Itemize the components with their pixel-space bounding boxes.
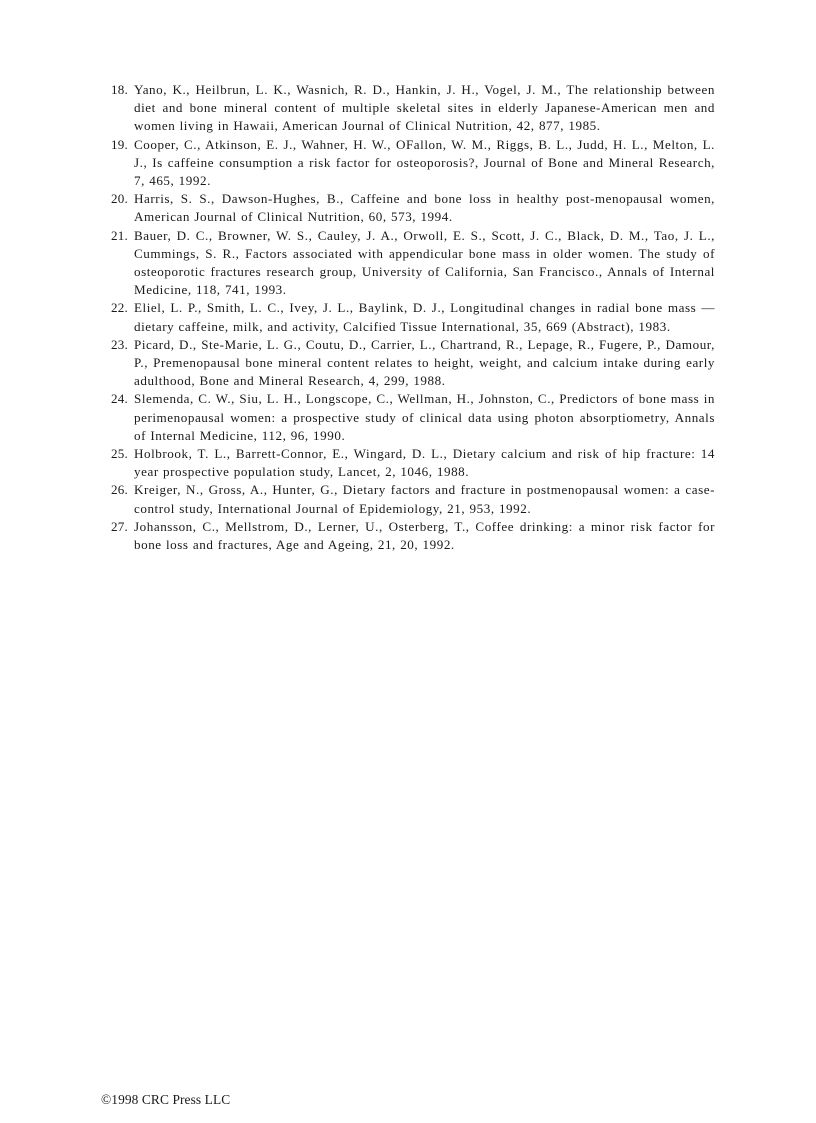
reference-item — [111, 481, 715, 517]
reference-number: 19. — [111, 136, 128, 152]
reference-text: Slemenda, C. W., Siu, L. H., Longscope, C., Wellman, H., Johnston, C., Predictors of bone mass in perimenopausal women: a prospective study of clinical data using photon absorptiometry, Annals of Internal Medicine, 112, 96, 1990. — [134, 391, 715, 443]
reference-item — [111, 299, 715, 335]
reference-text: Cooper, C., Atkinson, E. J., Wahner, H. W., OFallon, W. M., Riggs, B. L., Judd, H. L., Melton, L. J., Is caffeine consumption a risk factor for osteoporosis?, Journal of Bone and Mineral Research, 7, 465, 1992. — [134, 136, 715, 189]
reference-text: Eliel, L. P., Smith, L. C., Ivey, J. L., Baylink, D. J., Longitudinal changes in radial bone mass — dietary caffeine, milk, and activity, Calcified Tissue International, 35, 669 (Abstract), 1983. — [134, 300, 715, 334]
reference-item — [111, 390, 715, 445]
reference-item — [111, 227, 715, 300]
reference-text: Johansson, C., Mellstrom, D., Lerner, U., Osterberg, T., Coffee drinking: a minor risk factor for bone loss and fractures, Age and Ageing, 21, 20, 1992. — [134, 518, 715, 553]
reference-number: 21. — [111, 227, 128, 243]
reference-item — [111, 336, 715, 391]
reference-text: Harris, S. S., Dawson-Hughes, B., Caffeine and bone loss in healthy post-menopausal women, American Journal of Clinical Nutrition, 60, 573, 1994. — [134, 191, 715, 225]
reference-item — [111, 81, 715, 136]
reference-item — [111, 136, 715, 191]
reference-text: Holbrook, T. L., Barrett-Connor, E., Wingard, D. L., Dietary calcium and risk of hip fracture: 14 year prospective population study, Lancet, 2, 1046, 1988. — [134, 446, 715, 480]
reference-text: Picard, D., Ste-Marie, L. G., Coutu, D., Carrier, L., Chartrand, R., Lepage, R., Fugere, P., Damour, P., Premenopausal bone mineral content relates to height, weight, and calcium intake during early adulthood, Bone and Mineral Research, 4, 299, 1988. — [134, 336, 715, 389]
reference-item — [111, 445, 715, 481]
reference-number: 25. — [111, 446, 128, 462]
reference-item — [111, 518, 715, 554]
reference-number: 20. — [111, 191, 128, 207]
reference-number: 26. — [111, 482, 128, 498]
reference-text: Bauer, D. C., Browner, W. S., Cauley, J. A., Orwoll, E. S., Scott, J. C., Black, D. M., Tao, J. L., Cummings, S. R., Factors associated with appendicular bone mass in older women. The study of osteoporotic fractures research group, University of California, San Francisco., Annals of Internal Medicine, 118, 741, 1993. — [134, 227, 715, 298]
reference-text: Yano, K., Heilbrun, L. K., Wasnich, R. D., Hankin, J. H., Vogel, J. M., The relationship between diet and bone mineral content of multiple skeletal sites in elderly Japanese-American men and women living in Hawaii, American Journal of Clinical Nutrition, 42, 877, 1985. — [134, 82, 715, 134]
reference-number: 24. — [111, 391, 128, 407]
reference-number: 27. — [111, 518, 128, 534]
reference-list — [111, 81, 715, 554]
copyright-footer: ©1998 CRC Press LLC — [101, 1092, 231, 1107]
reference-text: Kreiger, N., Gross, A., Hunter, G., Dietary factors and fracture in postmenopausal women: a case-control study, International Journal of Epidemiology, 21, 953, 1992. — [134, 482, 715, 516]
reference-number: 22. — [111, 300, 128, 316]
reference-number: 23. — [111, 336, 128, 352]
reference-item — [111, 190, 715, 226]
reference-number: 18. — [111, 82, 128, 97]
